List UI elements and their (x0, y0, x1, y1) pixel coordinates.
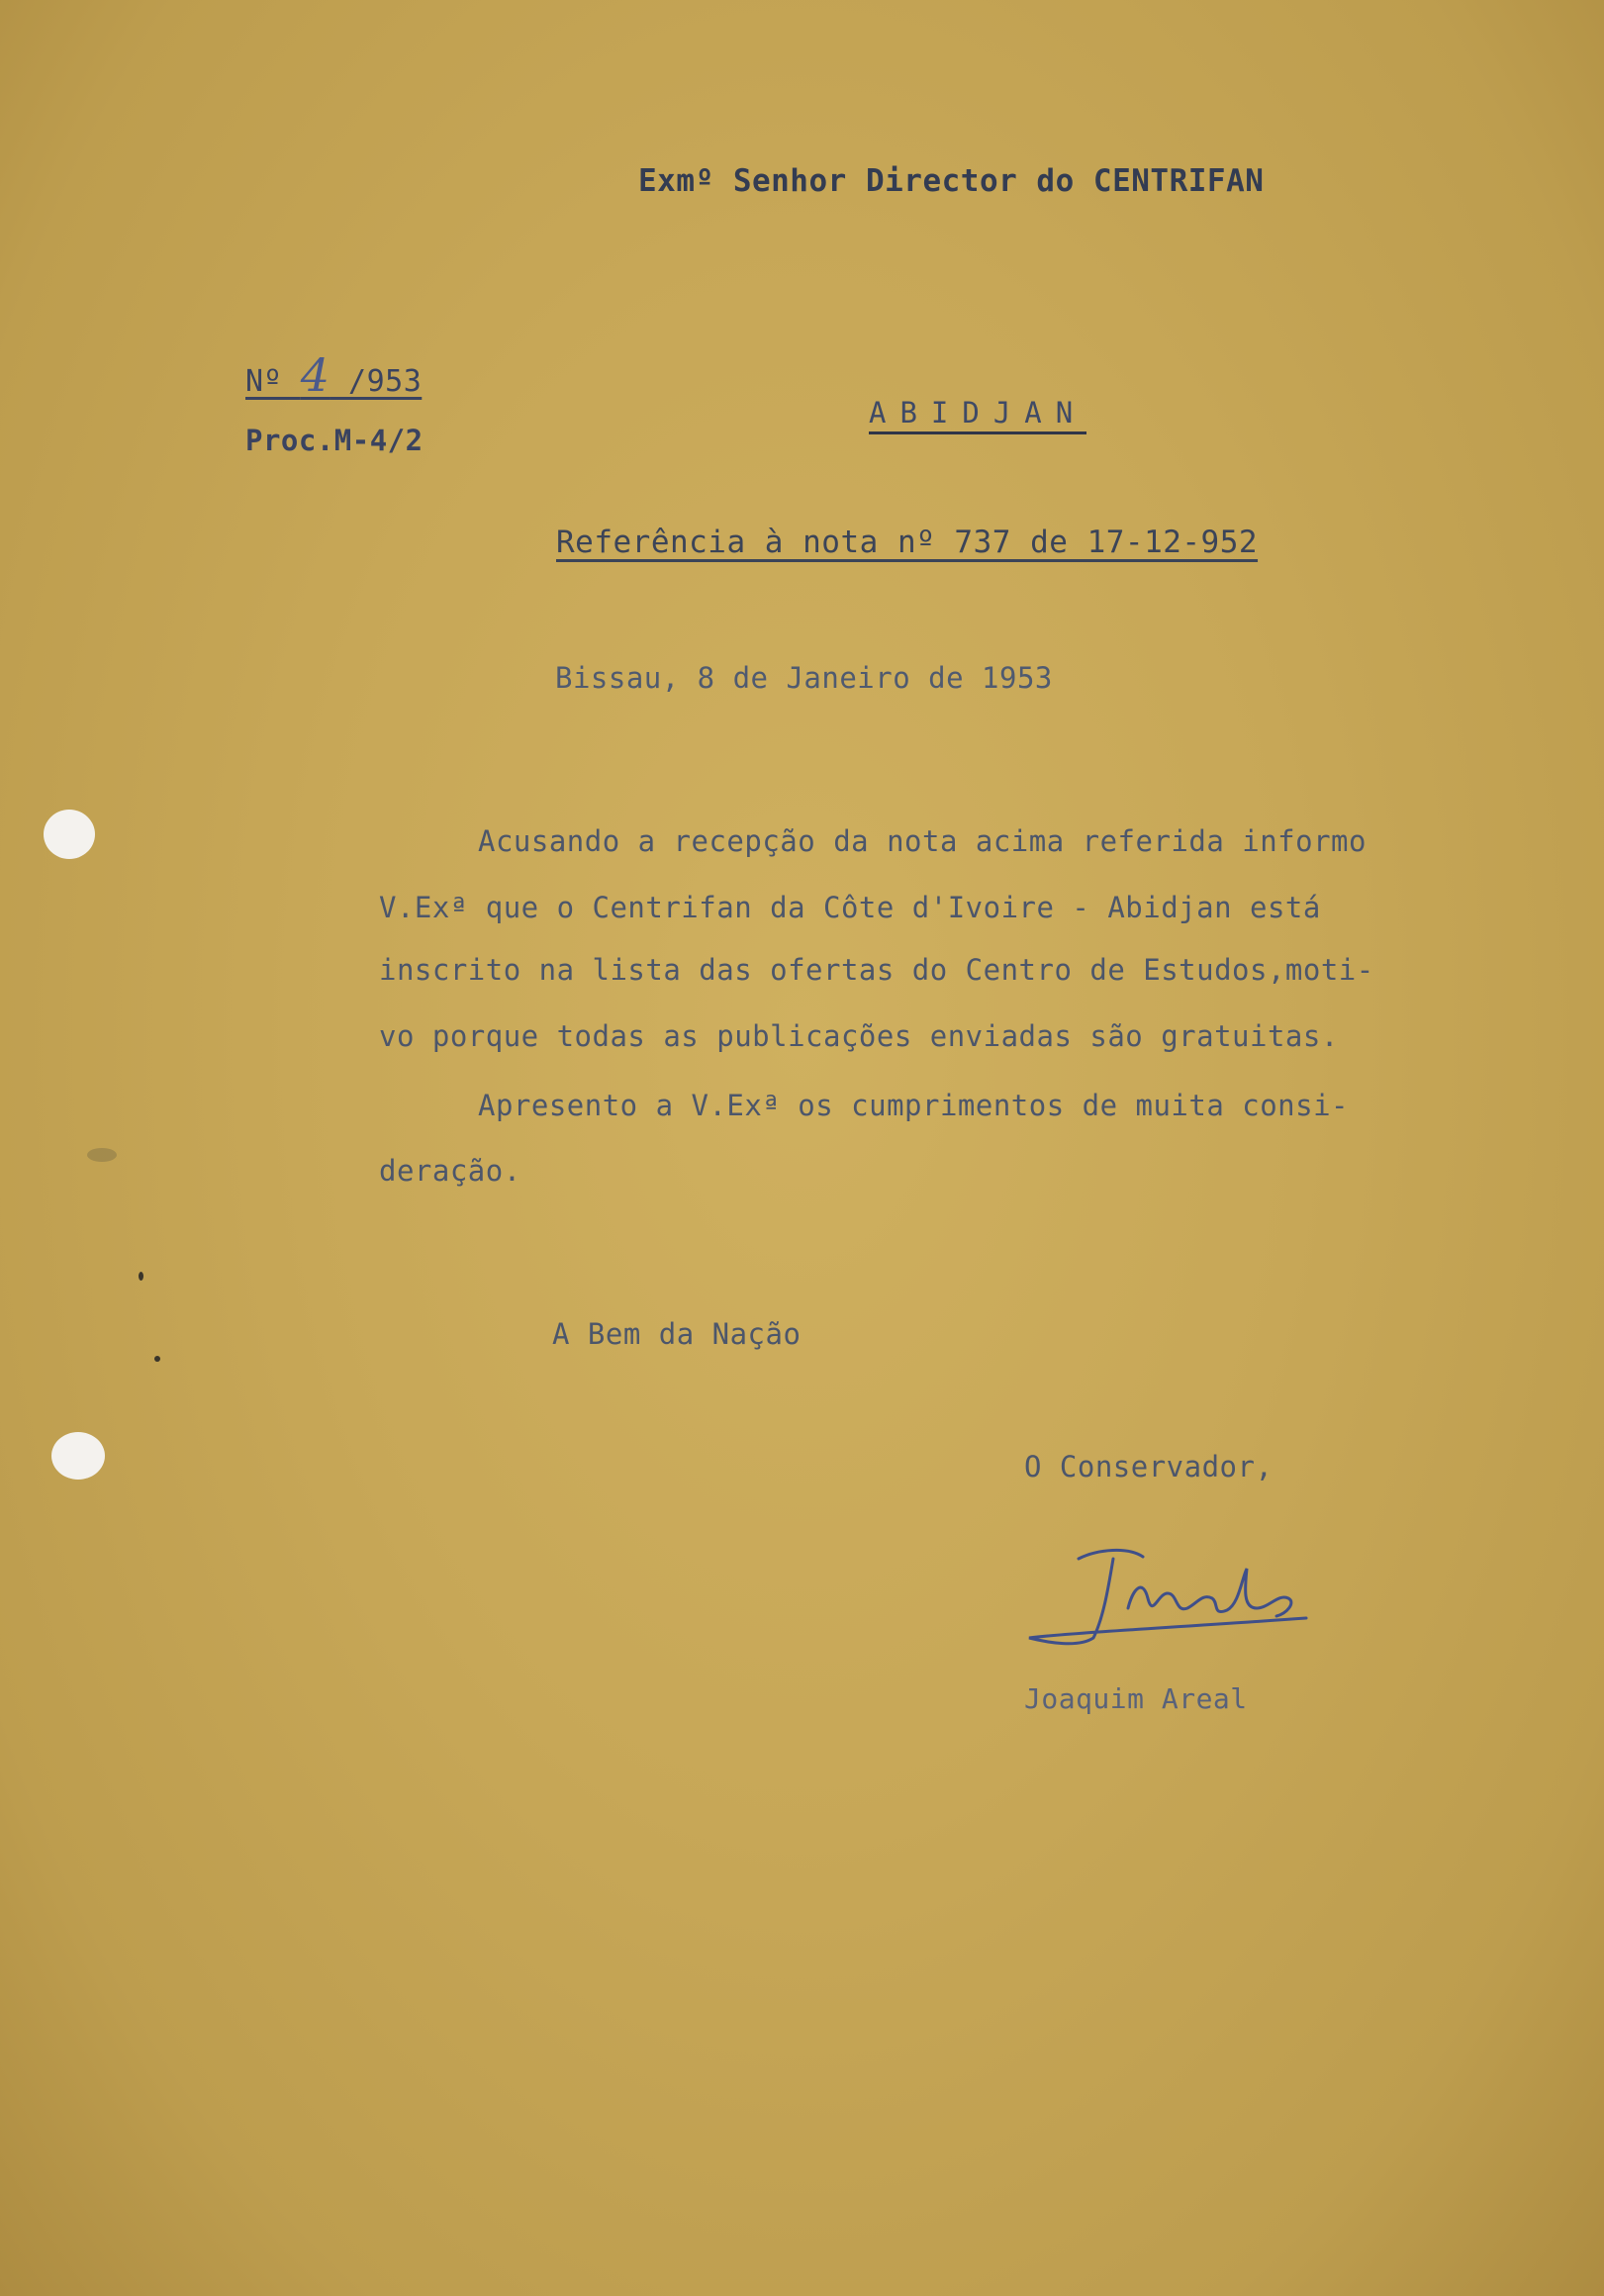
paper-smudge (87, 1148, 117, 1162)
number-prefix: Nº (245, 364, 301, 399)
reference-line: Referência à nota nº 737 de 17-12-952 (556, 525, 1259, 560)
signer-role: O Conservador, (1024, 1450, 1274, 1483)
closing-formula: A Bem da Nação (552, 1317, 802, 1351)
document-number (245, 348, 422, 402)
signer-name: Joaquim Areal (1024, 1682, 1248, 1715)
ink-speck (139, 1272, 143, 1281)
punch-hole-top (44, 810, 95, 859)
process-number: Proc.M-4/2 (245, 424, 424, 457)
handwritten-number: 4 (300, 348, 330, 402)
body-line: Apresento a V.Exª os cumprimentos de muita consi- (478, 1089, 1350, 1122)
body-line: V.Exª que o Centrifan da Côte d'Ivoire - Abidjan está (379, 891, 1321, 924)
ink-speck (154, 1356, 160, 1362)
body-line: Acusando a recepção da nota acima referida informo (478, 824, 1367, 858)
destination-city: ABIDJAN (869, 396, 1086, 434)
body-line: deração. (379, 1154, 521, 1188)
addressee-line: Exmº Senhor Director do CENTRIFAN (638, 163, 1265, 199)
handwritten-signature (1009, 1539, 1346, 1658)
punch-hole-bottom (51, 1432, 105, 1480)
date-line: Bissau, 8 de Janeiro de 1953 (555, 661, 1053, 695)
number-suffix: /953 (330, 364, 423, 399)
body-line: vo porque todas as publicações enviadas são gratuitas. (379, 1019, 1339, 1053)
body-line: inscrito na lista das ofertas do Centro de Estudos,moti- (379, 953, 1374, 987)
